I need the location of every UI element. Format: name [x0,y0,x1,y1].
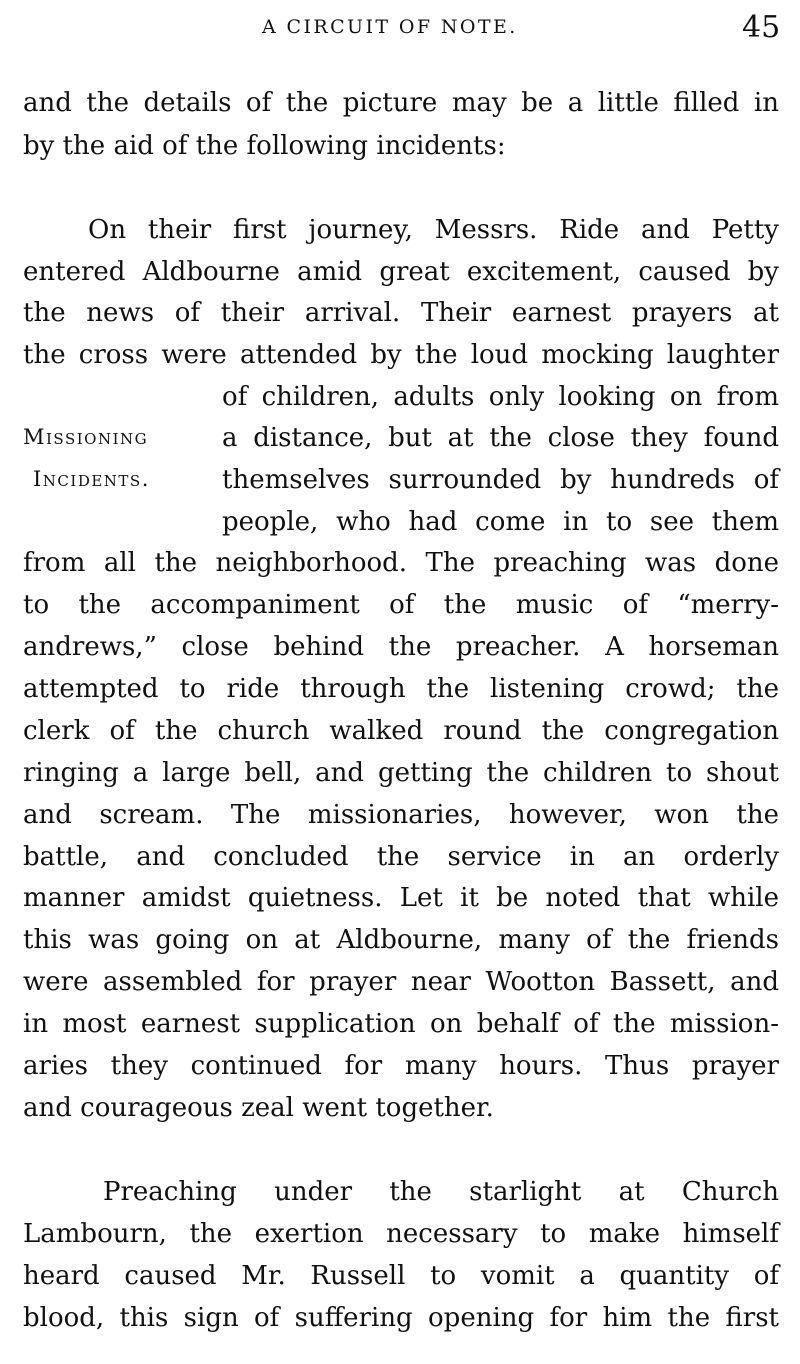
text-line: aries they continued for many hours. Thus prayer [23,1051,779,1081]
text-line: entered Aldbourne amid great excitement, caused by [23,257,779,287]
text-line: from all the neighborhood. The preaching was done [23,548,779,578]
text-line: attempted to ride through the listening crowd; the [23,674,779,704]
sidenote-line: Missioning [23,425,149,449]
text-line: ringing a large bell, and getting the children to shout [23,758,779,788]
text-line: and courageous zeal went together. [23,1093,494,1123]
text-line: andrews,” close behind the preacher. A horseman [23,632,779,662]
text-line: people, who had come in to see them [222,507,779,537]
text-line: a distance, but at the close they found [222,423,779,453]
text-line: themselves surrounded by hundreds of [222,465,779,495]
text-line: clerk of the church walked round the congregation [23,716,779,746]
text-line: blood, this sign of suffering opening for him the first [23,1303,779,1333]
text-line: this was going on at Aldbourne, many of the friends [23,925,779,955]
text-line: heard caused Mr. Russell to vomit a quantity of [23,1261,779,1291]
text-line: the news of their arrival. Their earnest prayers at [23,298,779,328]
text-line: battle, and concluded the service in an orderly [23,842,779,872]
text-line: On their first journey, Messrs. Ride and Petty [88,215,779,245]
text-line: were assembled for prayer near Wootton Bassett, and [23,967,779,997]
text-line: manner amidst quietness. Let it be noted that while [23,883,779,913]
text-line: by the aid of the following incidents: [23,131,506,161]
text-line: of children, adults only looking on from [222,382,779,412]
page-header [0,8,800,48]
text-line: and scream. The missionaries, however, won the [23,800,779,830]
text-line: to the accompaniment of the music of “merry- [23,590,779,620]
page-number: 45 [742,10,781,45]
running-head: A CIRCUIT OF NOTE. [262,16,518,38]
sidenote-line: Incidents. [33,467,150,491]
text-line: in most earnest supplication on behalf of the mission- [23,1009,779,1039]
text-line: the cross were attended by the loud mocking laughter [23,340,779,370]
text-line: Lambourn, the exertion necessary to make himself [23,1219,779,1249]
text-line: and the details of the picture may be a little filled in [23,88,779,118]
text-line: Preaching under the starlight at Church [103,1177,779,1207]
